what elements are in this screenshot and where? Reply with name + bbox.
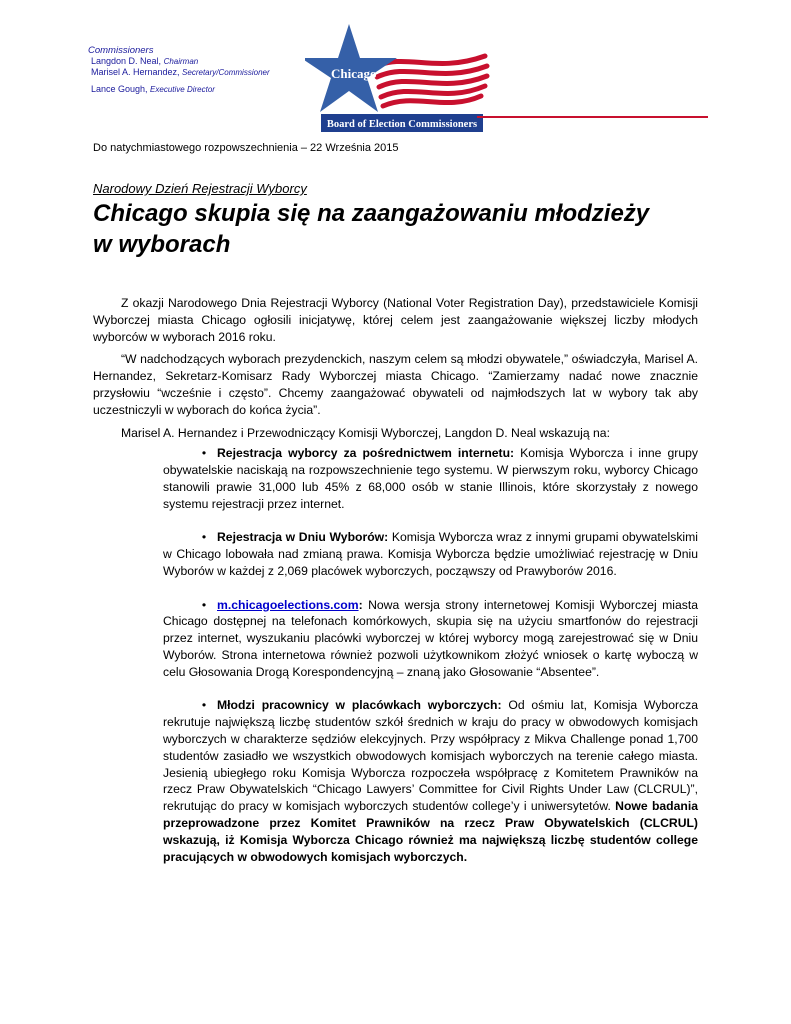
commissioner-name: Langdon D. Neal, — [91, 56, 164, 66]
release-line: Do natychmiastowego rozpowszechnienia – 22 Września 2015 — [93, 142, 399, 154]
logo-city-text: Chicago — [331, 66, 377, 81]
bullet-closing-bold: Nowe badania przeprowadzone przez Komitet Prawników na rzecz Praw Obywatelskich (CLCRUL) wskazują, iż Komisja Wyborcza Chicago również ma największą liczbę studentów college pracujących w obwodowych komisjach wyborczych. — [163, 799, 698, 864]
logo-board-text: Board of Election Commissioners — [326, 119, 478, 130]
kicker: Narodowy Dzień Rejestracji Wyborcy — [93, 181, 307, 196]
bullet-text: Nowa wersja strony internetowej Komisji Wyborczej miasta Chicago dostępnej na telefonach komórkowych, skupia się na użyciu smartfonów do rejestracji przez internet, wyszukaniu placówki wyborczej w której wyborcy mogą zarejestrować się w Dniu Wyborów. Strona internetowa również pozwoli użytkownikom złożyć wniosek o kartę wyboczą w celu Głosowania Drogą Korespondencyjną – znaną jako Głosowanie “Absentee”. — [163, 597, 698, 679]
list-item — [163, 529, 698, 579]
director-name: Lance Gough, — [91, 84, 151, 94]
list-item — [163, 445, 698, 512]
list-item — [163, 697, 698, 865]
header-rule — [477, 116, 708, 118]
bullet-text: Komisja Wyborcza i inne grupy obywatelskie naciskają na rozpowszechnienie tego systemu. W pierwszym roku, wyborcy Chicago stanowili prawie 31,000 lub 45% z 68,000 osób w stanie Illinois, które skorzystały z nowego systemu rejestracji przez internet. — [163, 446, 698, 511]
paragraph: Z okazji Narodowego Dnia Rejestracji Wyborcy (National Voter Registration Day), przedstawiciele Komisji Wyborczej miasta Chicago ogłosili inicjatywę, której celem jest zaangażowanie większej liczby młodych wyborców w wyborach 2016 roku. — [93, 296, 698, 344]
bullet-text: Od ośmiu lat, Komisja Wyborcza rekrutuje największą liczbę studentów szkół średnich w kraju do pracy w obwodowych komisjach wyborczych w charakterze sędziów elekcyjnych. Przy współpracy z Mikva Challenge ponad 1,700 studentów zasiadło we wszystkich obwodowych komisjach wyborczych na terenie całego miasta. Jesienią ubiegłego roku Komisja Wyborcza rozpoczeła współpracę z Komitetem Prawników na rzecz Praw Obywatelskich “Chicago Lawyers’ Committee for Civil Rights Under Law (CLCRUL)”, rekrutując do pracy w komisjach wyborczych studentów college’y i uniwersytetów. — [163, 698, 699, 814]
executive-director — [88, 84, 328, 95]
bullet-icon: • — [201, 530, 207, 545]
director-role: Executive Director — [150, 85, 215, 94]
bullet-list — [93, 445, 698, 865]
bullets-intro: Marisel A. Hernandez i Przewodniczący Komisji Wyborczej, Langdon D. Neal wskazują na: — [121, 425, 610, 440]
commissioner-chairman — [88, 56, 328, 67]
chicago-board-logo — [305, 22, 495, 134]
bullet-text: Komisja Wyborcza wraz z innymi grupami obywatelskimi w Chicago lobowała nad zmianą prawa. Komisja Wyborcza będzie umożliwiać rejestrację w Dniu Wyborów w każdej z 2,069 placówek wyborczych, począwszy od Prawyborów 2016. — [163, 530, 698, 578]
bullet-title: : — [358, 597, 363, 612]
bullet-title: Rejestracja wyborcy za pośrednictwem internetu: — [217, 446, 515, 461]
title-line-1: Chicago skupia się na zaangażowaniu młodzieży — [93, 200, 650, 227]
title-line-2: w wyborach — [93, 231, 231, 258]
article-body — [93, 295, 698, 882]
commissioner-role: Chairman — [163, 57, 199, 66]
commissioner-name: Marisel A. Hernandez, — [91, 67, 183, 77]
page-title — [93, 198, 713, 260]
commissioners-block — [88, 45, 328, 95]
commissioners-title: Commissioners — [88, 45, 154, 56]
commissioner-secretary — [88, 67, 328, 78]
list-item — [163, 597, 698, 681]
letterhead — [0, 0, 791, 140]
flag-stripes — [375, 56, 487, 106]
bullet-title: Młodzi pracownicy w placówkach wyborczych: — [217, 698, 502, 713]
bullet-title: Rejestracja w Dniu Wyborów: — [217, 530, 389, 545]
paragraph: “W nadchodzących wyborach prezydenckich, naszym celem są młodzi obywatele,” oświadczyła, Marisel A. Hernandez, Sekretarz-Komisarz Rady Wyborczej miasta Chicago. “Zamierzamy nadać nowe znacznie przysłowiu “wcześnie i często”. Chcemy zaangażować obywateli od najmłodszych lat w wybory tak aby uczestniczyli w wyborach do końca życia”. — [93, 352, 698, 417]
bullet-icon: • — [201, 446, 207, 461]
mobile-site-link[interactable]: m.chicagoelections.com — [217, 597, 359, 612]
commissioner-role: Secretary/Commissioner — [182, 68, 270, 77]
bullet-icon: • — [201, 698, 207, 713]
bullet-icon: • — [201, 597, 207, 612]
